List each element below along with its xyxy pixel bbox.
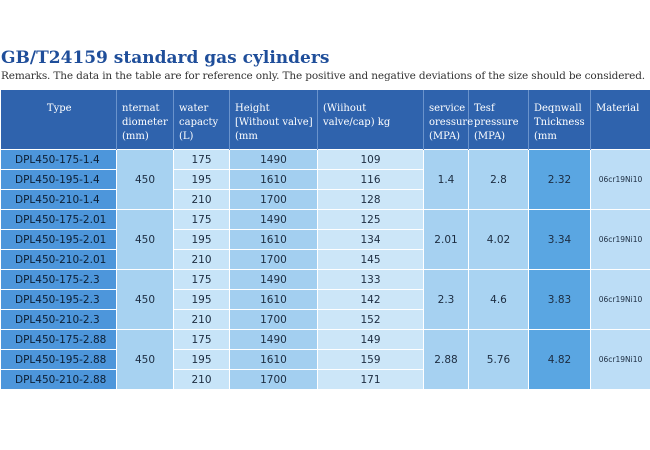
table-row: [1, 150, 650, 170]
service-pressure-cell: 2.3: [424, 270, 469, 330]
test-pressure-cell: 4.02: [469, 210, 529, 270]
diameter-cell: 450: [117, 210, 174, 270]
type-cell: DPL450-210-2.3: [1, 310, 117, 330]
header-test-pressure: Tesf pressure (MPA): [469, 90, 529, 150]
water-capacity-cell: 210: [174, 310, 230, 330]
water-capacity-cell: 195: [174, 350, 230, 370]
material-cell: 06cr19Ni10: [591, 150, 650, 210]
water-capacity-cell: 195: [174, 170, 230, 190]
table-row: [1, 330, 650, 350]
service-pressure-cell: 1.4: [424, 150, 469, 210]
height-cell: 1610: [230, 170, 318, 190]
weight-cell: 128: [318, 190, 424, 210]
table-row: [1, 210, 650, 230]
water-capacity-cell: 175: [174, 270, 230, 290]
weight-cell: 116: [318, 170, 424, 190]
wall-thickness-cell: 3.83: [529, 270, 591, 330]
height-cell: 1490: [230, 210, 318, 230]
diameter-cell: 450: [117, 150, 174, 210]
weight-cell: 159: [318, 350, 424, 370]
service-pressure-cell: 2.88: [424, 330, 469, 390]
height-cell: 1490: [230, 330, 318, 350]
height-cell: 1700: [230, 250, 318, 270]
weight-cell: 171: [318, 370, 424, 390]
height-cell: 1610: [230, 290, 318, 310]
water-capacity-cell: 175: [174, 150, 230, 170]
weight-cell: 142: [318, 290, 424, 310]
height-cell: 1490: [230, 270, 318, 290]
type-cell: DPL450-195-2.01: [1, 230, 117, 250]
weight-cell: 145: [318, 250, 424, 270]
test-pressure-cell: 5.76: [469, 330, 529, 390]
type-cell: DPL450-195-2.88: [1, 350, 117, 370]
water-capacity-cell: 210: [174, 370, 230, 390]
height-cell: 1490: [230, 150, 318, 170]
water-capacity-cell: 210: [174, 190, 230, 210]
table-header-row: [1, 90, 650, 150]
header-diameter: nternat diometer (mm): [117, 90, 174, 150]
header-height: Height [Without valve] (mm: [230, 90, 318, 150]
service-pressure-cell: 2.01: [424, 210, 469, 270]
wall-thickness-cell: 4.82: [529, 330, 591, 390]
type-cell: DPL450-175-2.3: [1, 270, 117, 290]
test-pressure-cell: 2.8: [469, 150, 529, 210]
height-cell: 1700: [230, 310, 318, 330]
diameter-cell: 450: [117, 270, 174, 330]
header-water-capacity: water capacty (L): [174, 90, 230, 150]
water-capacity-cell: 195: [174, 230, 230, 250]
header-type: Type: [1, 90, 117, 150]
wall-thickness-cell: 3.34: [529, 210, 591, 270]
page-title: GB/T24159 standard gas cylinders: [1, 48, 330, 68]
water-capacity-cell: 195: [174, 290, 230, 310]
height-cell: 1610: [230, 350, 318, 370]
height-cell: 1700: [230, 370, 318, 390]
diameter-cell: 450: [117, 330, 174, 390]
remarks-text: Remarks. The data in the table are for reference only. The positive and negative deviations of the size should be considered.: [1, 70, 645, 82]
material-cell: 06cr19Ni10: [591, 270, 650, 330]
type-cell: DPL450-210-2.01: [1, 250, 117, 270]
header-weight: (Wiihout valve/cap) kg: [318, 90, 424, 150]
weight-cell: 133: [318, 270, 424, 290]
header-service-pressure: service oressure (MPA): [424, 90, 469, 150]
wall-thickness-cell: 2.32: [529, 150, 591, 210]
material-cell: 06cr19Ni10: [591, 210, 650, 270]
type-cell: DPL450-175-2.88: [1, 330, 117, 350]
type-cell: DPL450-175-2.01: [1, 210, 117, 230]
type-cell: DPL450-195-2.3: [1, 290, 117, 310]
type-cell: DPL450-210-1.4: [1, 190, 117, 210]
type-cell: DPL450-175-1.4: [1, 150, 117, 170]
height-cell: 1700: [230, 190, 318, 210]
material-cell: 06cr19Ni10: [591, 330, 650, 390]
header-wall-thickness: Deqnwall Tnickness (mm: [529, 90, 591, 150]
test-pressure-cell: 4.6: [469, 270, 529, 330]
weight-cell: 109: [318, 150, 424, 170]
water-capacity-cell: 175: [174, 210, 230, 230]
height-cell: 1610: [230, 230, 318, 250]
weight-cell: 152: [318, 310, 424, 330]
table-row: [1, 270, 650, 290]
weight-cell: 125: [318, 210, 424, 230]
type-cell: DPL450-210-2.88: [1, 370, 117, 390]
water-capacity-cell: 210: [174, 250, 230, 270]
weight-cell: 134: [318, 230, 424, 250]
water-capacity-cell: 175: [174, 330, 230, 350]
weight-cell: 149: [318, 330, 424, 350]
cylinder-spec-table: [0, 90, 650, 390]
type-cell: DPL450-195-1.4: [1, 170, 117, 190]
header-material: Material: [591, 90, 650, 150]
